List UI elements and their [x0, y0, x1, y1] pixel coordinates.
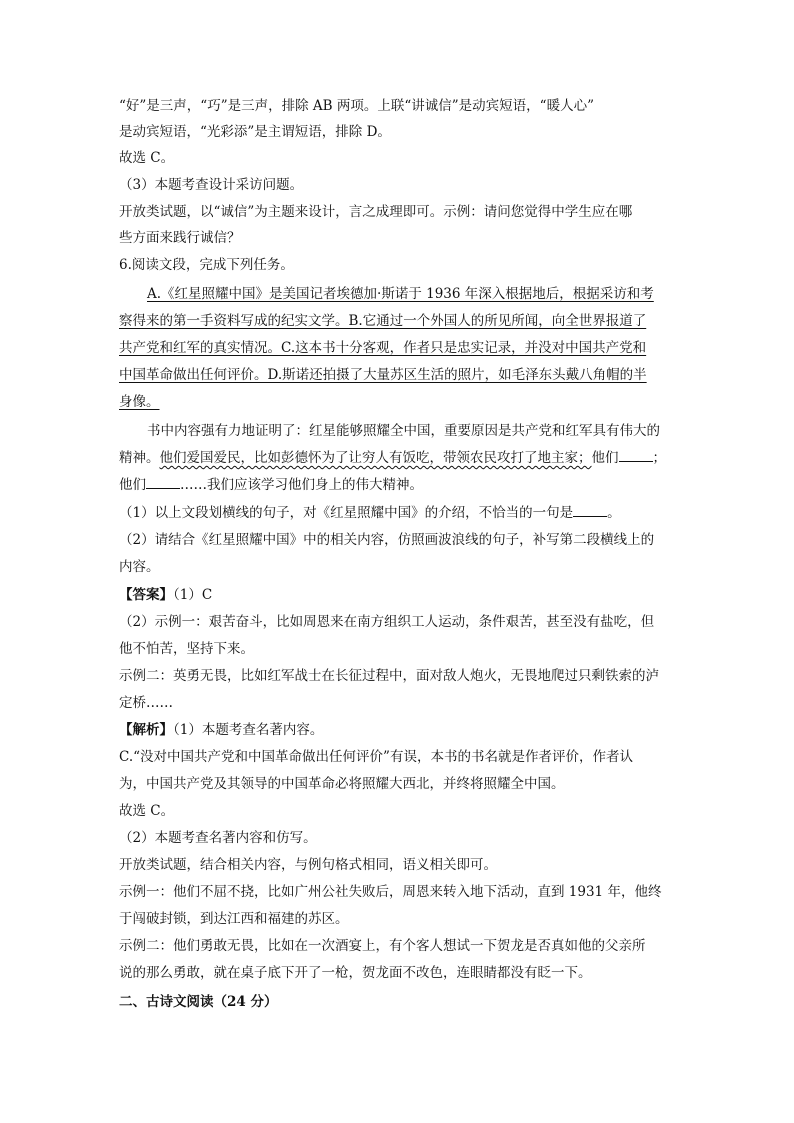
text-line: （2）本题考查名著内容和仿写。 — [119, 830, 317, 846]
text-span: ； — [652, 450, 666, 466]
text-span: （1）C — [173, 587, 213, 603]
text-line — [119, 475, 423, 495]
text-span: （1）以上文段划横线的句子，对《红星照耀中国》的介绍，不恰当的一句是 — [119, 505, 574, 521]
text-line: 开放类试题，结合相关内容，与例句格式相同，语义相关即可。 — [119, 857, 497, 873]
text-line — [119, 448, 666, 468]
text-line: 故选 C。 — [119, 150, 175, 166]
text-line: 定桥…… — [119, 695, 173, 711]
text-line: C.“没对中国共产党和中国革命做出任何评价”有误，本书的书名就是作者评价，作者认 — [119, 749, 633, 765]
text-line — [119, 503, 621, 523]
underlined-text: 中国革命做出任何评价。D.斯诺还拍摄了大量苏区生活的照片，如毛泽东头戴八角帽的半 — [119, 367, 647, 383]
text-span: 他们 — [591, 450, 619, 466]
text-span: 他们 — [119, 477, 146, 493]
text-line: 些方面来践行诚信？ — [119, 230, 241, 246]
text-line: 内容。 — [119, 559, 160, 575]
underlined-text: 共产党和红军的真实情况。C.这本书十分客观，作者只是忠实记录，并没对中国共产党和 — [119, 340, 647, 356]
section-heading: 二、古诗文阅读（24 分） — [119, 994, 278, 1010]
fill-blank[interactable] — [573, 504, 607, 517]
underlined-text: 察得来的第一手资料写成的纪实文学。B.它通过一个外国人的所见所闻，向全世界报道了 — [119, 313, 647, 329]
text-line: （2）示例一：艰苦奋斗，比如周恩来在南方组织工人运动，条件艰苦，甚至没有盐吃，但 — [119, 614, 655, 630]
underlined-text: A.《红星照耀中国》是美国记者埃德加·斯诺于 1936 年深入根据地后，根据采访和考 — [147, 286, 654, 302]
question-heading: 6.阅读文段，完成下列任务。 — [119, 257, 294, 273]
underlined-text: 身像。 — [119, 394, 160, 410]
text-span: 。 — [607, 505, 621, 521]
text-line: 开放类试题，以“诚信”为主题来设计，言之成理即可。示例：请问您觉得中学生应在哪 — [119, 204, 633, 220]
text-line: 示例一：他们不屈不挠，比如广州公社失败后，周恩来转入地下活动，直到 1931 年，他终 — [119, 884, 662, 900]
text-line: 示例二：英勇无畏，比如红军战士在长征过程中，面对敌人炮火，无畏地爬过只剩铁索的泸 — [119, 668, 659, 684]
text-span: （1）本题考查名著内容。 — [173, 722, 324, 738]
text-line: （3）本题考查设计采访问题。 — [119, 177, 304, 193]
text-line: 说的那么勇敢，就在桌子底下开了一枪，贺龙面不改色，连眼睛都没有眨一下。 — [119, 965, 592, 981]
answer-label: 【答案】 — [119, 587, 173, 603]
text-line: 为，中国共产党及其领导的中国革命必将照耀大西北，并终将照耀全中国。 — [119, 776, 565, 792]
text-line: 于闯破封锁，到达江西和福建的苏区。 — [119, 911, 349, 927]
analysis-label: 【解析】 — [119, 722, 173, 738]
wavy-underlined-text: 他们爱国爱民，比如彭德怀为了让穷人有饭吃，带领农民攻打了地主家； — [159, 450, 592, 466]
text-span: 精神。 — [119, 450, 160, 466]
answer-line — [119, 585, 212, 605]
text-line: “好”是三声，“巧”是三声，排除 AB 两项。上联“讲诚信”是动宾短语，“暖人心” — [119, 98, 594, 114]
text-line: 示例二：他们勇敢无畏，比如在一次酒宴上，有个客人想试一下贺龙是否真如他的父亲所 — [119, 938, 646, 954]
text-line: 他不怕苦，坚持下来。 — [119, 641, 254, 657]
fill-blank[interactable] — [146, 476, 180, 489]
analysis-line — [119, 720, 323, 740]
text-line: 是动宾短语，“光彩添”是主谓短语，排除 D。 — [119, 124, 391, 140]
fill-blank[interactable] — [619, 449, 653, 462]
text-line: （2）请结合《红星照耀中国》中的相关内容，仿照画波浪线的句子，补写第二段横线上的 — [119, 532, 655, 548]
text-line: 书中内容强有力地证明了：红星能够照耀全中国，重要原因是共产党和红军具有伟大的 — [147, 423, 660, 439]
text-line: 故选 C。 — [119, 803, 175, 819]
text-span: ……我们应该学习他们身上的伟大精神。 — [180, 477, 423, 493]
